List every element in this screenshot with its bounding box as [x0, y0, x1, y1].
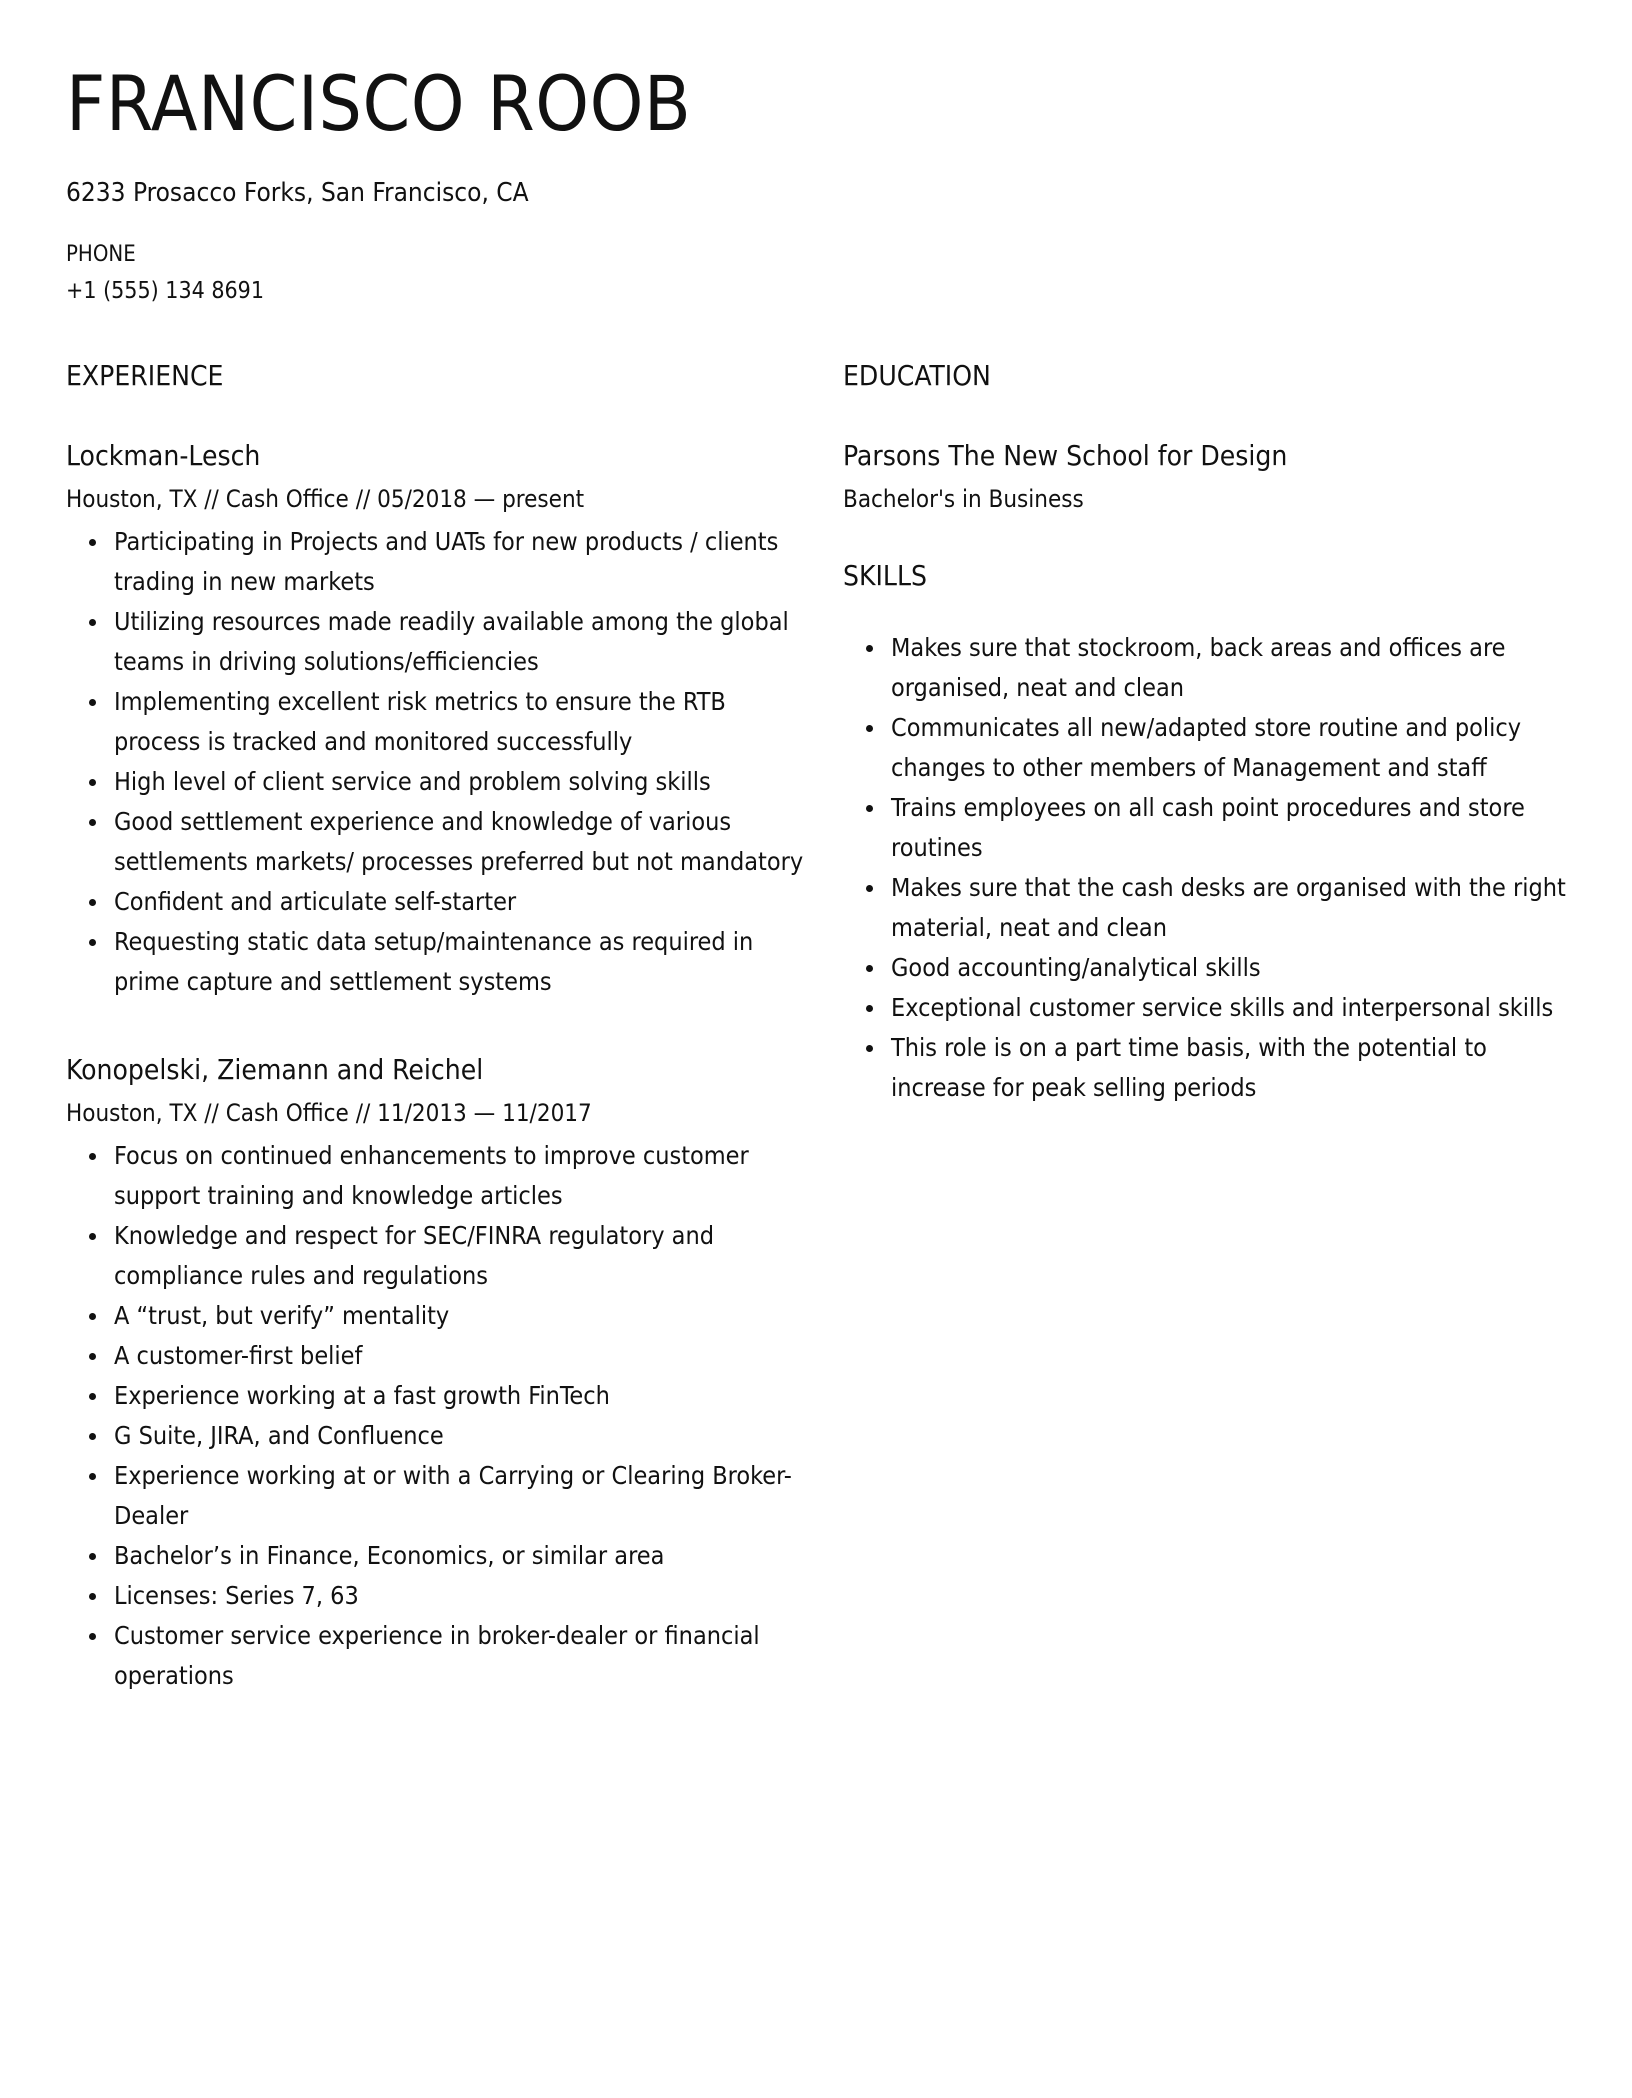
education-heading: EDUCATION	[843, 359, 991, 392]
bullet-dot-icon	[89, 1233, 96, 1240]
education-degree: Bachelor's in Business	[843, 485, 1084, 513]
skill-text: Makes sure that the cash desks are organised with the right material, neat and clean	[891, 873, 1566, 942]
job-bullet-text: Utilizing resources made readily available among the global teams in driving solutions/efficiencies	[114, 607, 789, 676]
job-bullet	[66, 922, 806, 1002]
skill-item	[843, 868, 1583, 948]
job-bullet-text: Implementing excellent risk metrics to ensure the RTB process is tracked and monitored successfully	[114, 687, 726, 756]
job-bullet	[66, 882, 806, 922]
phone-number: +1 (555) 134 8691	[66, 278, 264, 304]
bullet-dot-icon	[89, 1473, 96, 1480]
job-bullet	[66, 602, 806, 682]
job-bullet	[66, 1576, 806, 1616]
job-bullet-text: Customer service experience in broker-dealer or financial operations	[114, 1621, 760, 1690]
skill-text: Exceptional customer service skills and interpersonal skills	[891, 993, 1554, 1022]
job-bullet	[66, 1336, 806, 1376]
skill-text: This role is on a part time basis, with the potential to increase for peak selling periods	[891, 1033, 1487, 1102]
skill-item	[843, 1028, 1583, 1108]
skills-heading: SKILLS	[843, 559, 927, 592]
skill-item	[843, 988, 1583, 1028]
job-company: Konopelski, Ziemann and Reichel	[66, 1053, 484, 1086]
skill-item	[843, 708, 1583, 788]
job-bullet-text: Licenses: Series 7, 63	[114, 1581, 359, 1610]
job-bullet	[66, 1376, 806, 1416]
bullet-dot-icon	[89, 819, 96, 826]
job-bullet-text: G Suite, JIRA, and Confluence	[114, 1421, 444, 1450]
skill-text: Makes sure that stockroom, back areas and offices are organised, neat and clean	[891, 633, 1506, 702]
skill-item	[843, 788, 1583, 868]
job-bullet	[66, 762, 806, 802]
bullet-dot-icon	[89, 1393, 96, 1400]
bullet-dot-icon	[866, 645, 873, 652]
education-school: Parsons The New School for Design	[843, 439, 1288, 472]
job-bullet	[66, 1296, 806, 1336]
skills-list	[843, 628, 1583, 1108]
address: 6233 Prosacco Forks, San Francisco, CA	[66, 178, 529, 208]
bullet-dot-icon	[866, 1005, 873, 1012]
job-bullet-text: High level of client service and problem solving skills	[114, 767, 711, 796]
job-bullet-text: Experience working at a fast growth FinTech	[114, 1381, 610, 1410]
job-bullet-text: A “trust, but verify” mentality	[114, 1301, 450, 1330]
job-bullet	[66, 1136, 806, 1216]
bullet-dot-icon	[866, 965, 873, 972]
bullet-dot-icon	[89, 699, 96, 706]
education-entry	[843, 436, 1583, 516]
skill-item	[843, 628, 1583, 708]
bullet-dot-icon	[89, 779, 96, 786]
bullet-dot-icon	[89, 1153, 96, 1160]
phone-label: PHONE	[66, 242, 136, 267]
left-column	[66, 356, 806, 1696]
experience-heading: EXPERIENCE	[66, 359, 224, 392]
job-bullet-list	[66, 522, 806, 1002]
bullet-dot-icon	[89, 1433, 96, 1440]
skill-text: Trains employees on all cash point procedures and store routines	[891, 793, 1525, 862]
job-bullet	[66, 682, 806, 762]
bullet-dot-icon	[89, 1353, 96, 1360]
job-bullet	[66, 522, 806, 602]
job-entry	[66, 1050, 806, 1696]
bullet-dot-icon	[89, 1553, 96, 1560]
job-bullet-text: A customer-first belief	[114, 1341, 363, 1370]
job-bullet	[66, 1216, 806, 1296]
bullet-dot-icon	[866, 805, 873, 812]
bullet-dot-icon	[89, 539, 96, 546]
bullet-dot-icon	[89, 899, 96, 906]
job-meta: Houston, TX // Cash Office // 05/2018 — present	[66, 485, 585, 513]
job-bullet-text: Focus on continued enhancements to improve customer support training and knowledge articles	[114, 1141, 749, 1210]
job-company: Lockman-Lesch	[66, 439, 261, 472]
candidate-name: FRANCISCO ROOB	[66, 59, 692, 148]
right-column	[843, 356, 1583, 1108]
job-bullet	[66, 1616, 806, 1696]
bullet-dot-icon	[89, 1593, 96, 1600]
job-entry	[66, 436, 806, 1002]
skill-text: Good accounting/analytical skills	[891, 953, 1261, 982]
bullet-dot-icon	[89, 1313, 96, 1320]
job-bullet-text: Experience working at or with a Carrying or Clearing Broker-Dealer	[114, 1461, 792, 1530]
bullet-dot-icon	[89, 619, 96, 626]
bullet-dot-icon	[89, 939, 96, 946]
job-bullet	[66, 1536, 806, 1576]
job-bullet-text: Participating in Projects and UATs for new products / clients trading in new markets	[114, 527, 779, 596]
job-bullet-text: Confident and articulate self-starter	[114, 887, 517, 916]
bullet-dot-icon	[89, 1633, 96, 1640]
skill-text: Communicates all new/adapted store routine and policy changes to other members of Management and staff	[891, 713, 1522, 782]
job-bullet-text: Requesting static data setup/maintenance as required in prime capture and settlement systems	[114, 927, 754, 996]
job-bullet-text: Bachelor’s in Finance, Economics, or similar area	[114, 1541, 665, 1570]
job-bullet-list	[66, 1136, 806, 1696]
skill-item	[843, 948, 1583, 988]
job-bullet	[66, 1416, 806, 1456]
bullet-dot-icon	[866, 1045, 873, 1052]
job-meta: Houston, TX // Cash Office // 11/2013 — 11/2017	[66, 1099, 592, 1127]
skills-section	[843, 556, 1583, 1108]
job-bullet-text: Good settlement experience and knowledge of various settlements markets/ processes preferred but not mandatory	[114, 807, 804, 876]
bullet-dot-icon	[866, 885, 873, 892]
job-bullet	[66, 802, 806, 882]
job-bullet-text: Knowledge and respect for SEC/FINRA regulatory and compliance rules and regulations	[114, 1221, 714, 1290]
bullet-dot-icon	[866, 725, 873, 732]
job-bullet	[66, 1456, 806, 1536]
